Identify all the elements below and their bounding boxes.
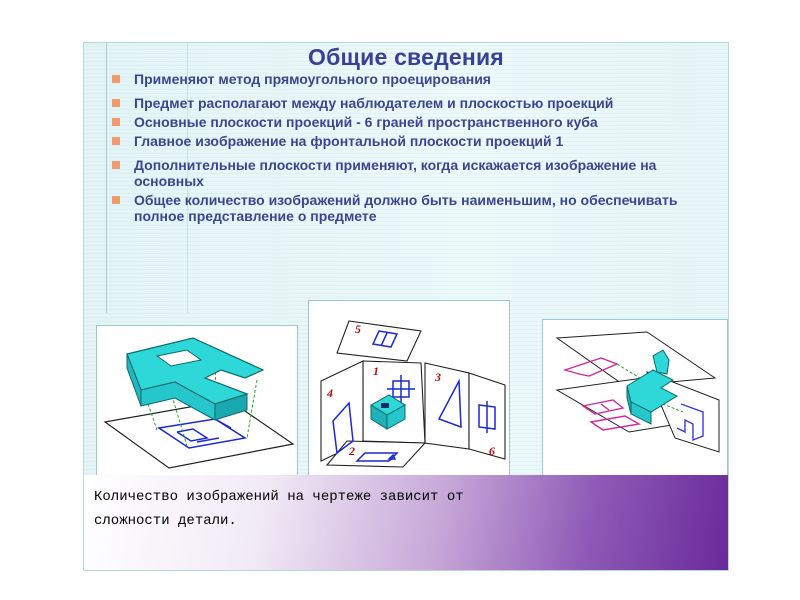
bullet-item: Дополнительные плоскости применяют, когда искажается изображение на основных [110, 157, 694, 189]
cube-face-number: 2 [349, 444, 355, 458]
bullet-item: Применяют метод прямоугольного проецирования [110, 71, 720, 87]
figure-auxiliary-projection [542, 319, 728, 477]
bullet-item: Основные плоскости проекций - 6 граней пространственного куба [110, 114, 714, 130]
figure-cube-projections [308, 300, 510, 477]
bullet-marker [112, 118, 120, 126]
bullet-item: Предмет располагают между наблюдателем и плоскостью проекций [110, 95, 694, 111]
bullet-marker [112, 137, 120, 145]
caption-text: Количество изображений на чертеже зависит от сложности детали. [94, 489, 464, 529]
figure-projection-horizontal [96, 325, 298, 477]
cube-face-number: 3 [435, 370, 441, 384]
cube-face-number: 4 [327, 386, 333, 400]
cube-face-number: 1 [373, 364, 379, 378]
bullet-list [110, 71, 720, 227]
cube-face-number: 5 [355, 322, 361, 336]
bullet-marker [112, 196, 120, 204]
bullet-marker [112, 99, 120, 107]
slide-title: Общие сведения [308, 44, 504, 70]
bullet-item: Главное изображение на фронтальной плоскости проекций 1 [110, 133, 720, 149]
bullet-marker [112, 161, 120, 169]
cube-face-number: 6 [489, 444, 495, 458]
slide [83, 42, 729, 571]
caption-bar [84, 475, 728, 570]
bullet-item: Общее количество изображений должно быть наименьшим, но обеспечивать полное представление о предмете [110, 192, 694, 224]
decorative-line [106, 43, 107, 313]
bullet-marker [112, 75, 120, 83]
